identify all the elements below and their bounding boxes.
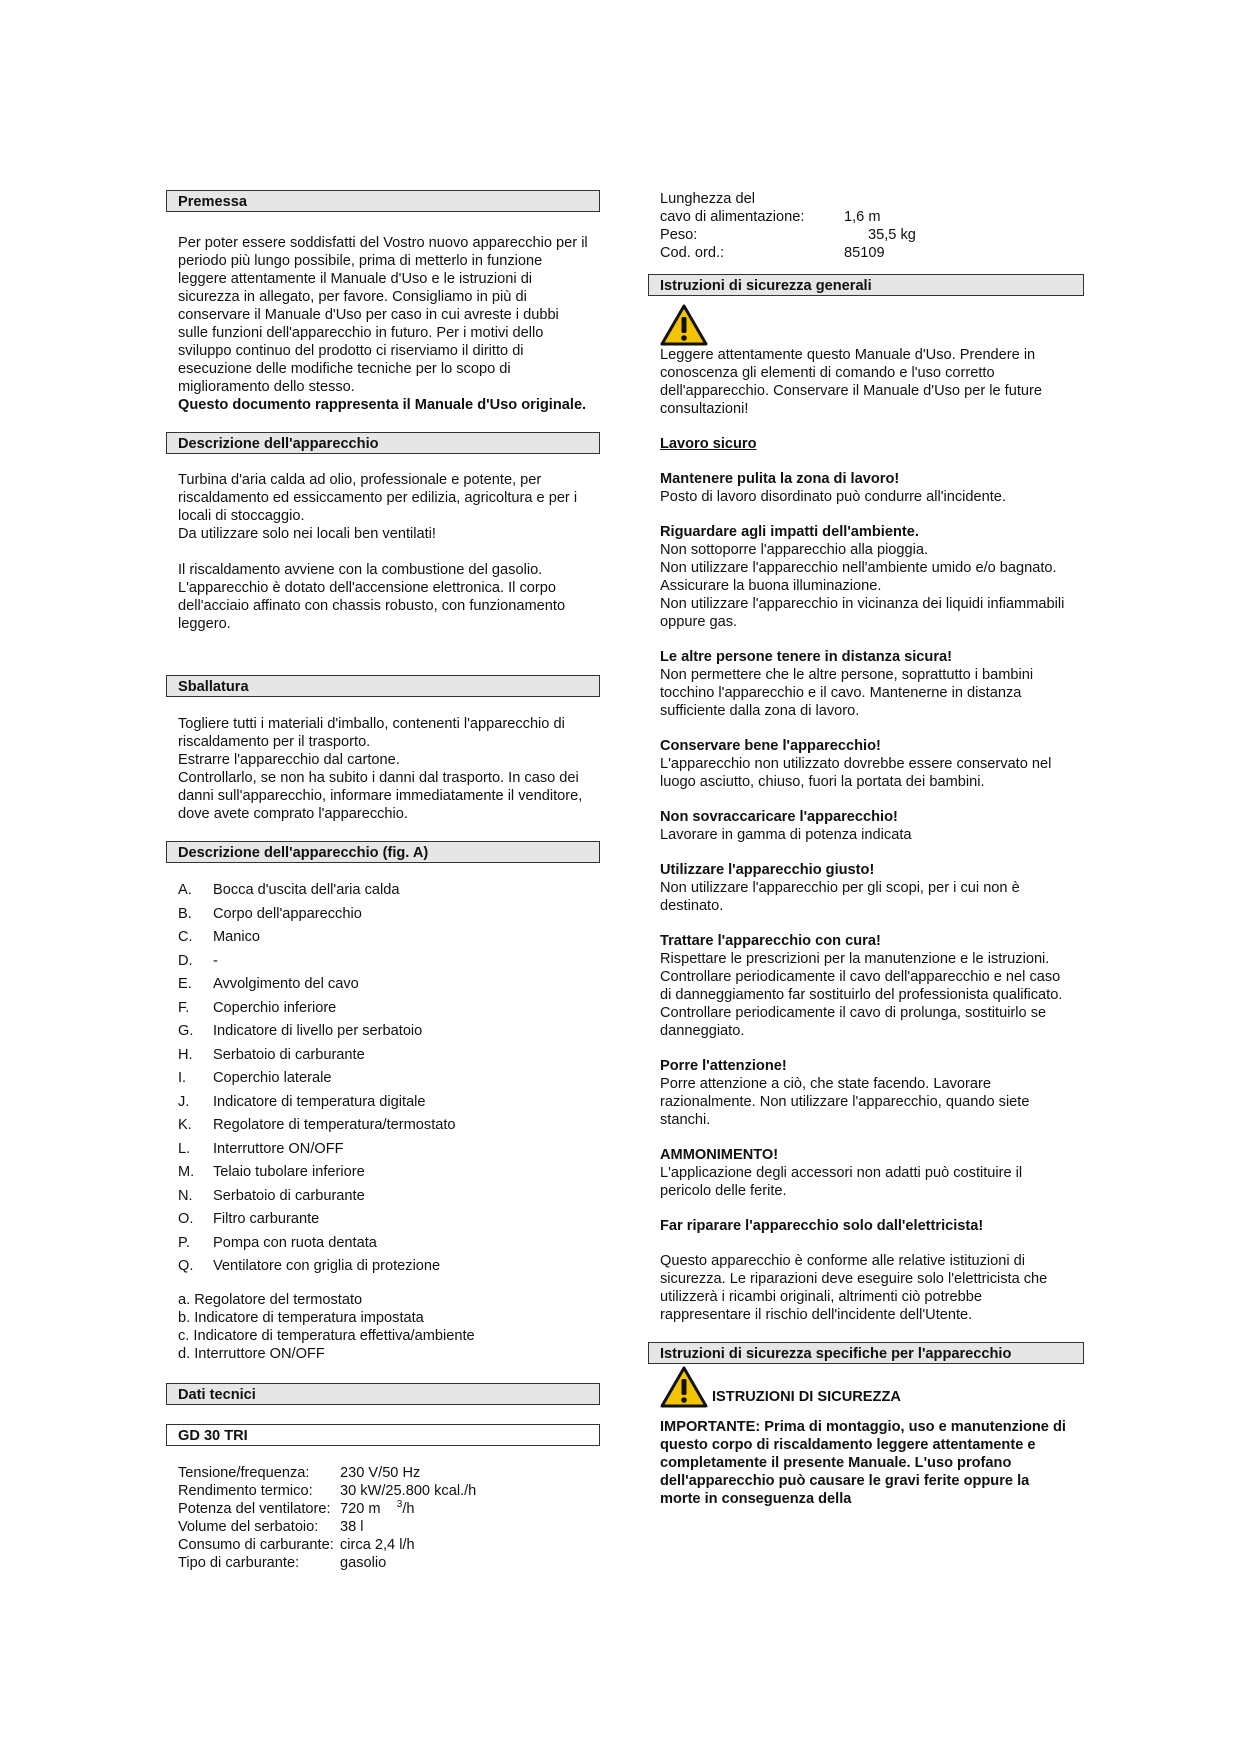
safety-block	[660, 470, 1072, 506]
safety-block	[660, 737, 1072, 791]
descrizione-body	[166, 471, 600, 633]
safety-block-text: L'apparecchio non utilizzato dovrebbe essere conservato nel luogo asciutto, chiuso, fuori la portata dei bambini.	[660, 756, 1052, 790]
safety-block-text: Non permettere che le altre persone, soprattutto i bambini tocchino l'apparecchio e il cavo. Mantenerne in distanza sufficiente dalla zona di lavoro.	[660, 667, 1034, 719]
right-column	[648, 190, 1084, 1508]
list-item: a. Regolatore del termostato	[178, 1291, 363, 1308]
table-row: Peso: 35,5 kg	[660, 227, 916, 243]
sballatura-p3: Controllarlo, se non ha subito i danni dal trasporto. In caso dei danni sull'apparecchio, informare immediatamente il venditore, dove avete comprato l'apparecchio.	[178, 770, 583, 822]
list-item: E. Avvolgimento del cavo	[178, 976, 359, 992]
table-row: Rendimento termico: 30 kW/25.800 kcal./h	[178, 1482, 477, 1499]
list-item: M. Telaio tubolare inferiore	[178, 1164, 365, 1180]
sicurezza-specifiche-body	[648, 1366, 1084, 1508]
safety-block-heading: Conservare bene l'apparecchio!	[660, 738, 881, 754]
table-row: Potenza del ventilatore: 720 m $^3$/h	[178, 1498, 415, 1517]
list-item: J. Indicatore di temperatura digitale	[178, 1093, 426, 1110]
list-item: b. Indicatore di temperatura impostata	[178, 1309, 424, 1326]
safety-block-heading: Le altre persone tenere in distanza sicura!	[660, 649, 952, 665]
safety-block	[660, 861, 1072, 915]
descrizione-p2: Da utilizzare solo nei locali ben ventilati!	[178, 526, 436, 542]
safety-block	[660, 808, 1072, 844]
table-row: Cod. ord.: 85109	[660, 245, 885, 261]
specs-table	[166, 1464, 600, 1572]
important-text: IMPORTANTE: Prima di montaggio, uso e manutenzione di questo corpo di riscaldamento leggere attentamente e completamente il presente Manuale. L'uso profano dell'apparecchio può causare le gravi ferite oppure la morte in conseguenza della	[660, 1419, 1066, 1507]
premessa-body	[166, 234, 600, 414]
table-row: Tipo di carburante: gasolio	[178, 1554, 387, 1571]
parts-list	[178, 879, 588, 1279]
list-item: D. -	[178, 952, 218, 969]
sballatura-p2: Estrarre l'apparecchio dal cartone.	[178, 752, 400, 768]
warning-icon	[660, 304, 708, 346]
section-header-fig-a: Descrizione dell'apparecchio (fig. A)	[166, 841, 600, 863]
sballatura-body	[166, 715, 600, 823]
safety-block-heading: Non sovraccaricare l'apparecchio!	[660, 809, 898, 825]
list-item: B. Corpo dell'apparecchio	[178, 905, 362, 922]
table-row: Volume del serbatoio: 38 l	[178, 1518, 364, 1535]
list-item: L. Interruttore ON/OFF	[178, 1140, 344, 1157]
safety-block	[660, 1252, 1072, 1324]
warning-row	[660, 1366, 1072, 1408]
model-header: GD 30 TRI	[166, 1424, 600, 1446]
list-item: I. Coperchio laterale	[178, 1070, 332, 1086]
safety-block	[660, 523, 1072, 631]
safety-block-text: Non sottoporre l'apparecchio alla pioggia. Non utilizzare l'apparecchio nell'ambiente umido e/o bagnato. Assicurare la buona illuminazione. Non utilizzare l'apparecchio in vicinanza dei liquidi infiammabili oppure gas.	[660, 542, 1065, 630]
list-item: G. Indicatore di livello per serbatoio	[178, 1023, 423, 1039]
section-header-sicurezza-specifiche: Istruzioni di sicurezza specifiche per l'apparecchio	[648, 1342, 1084, 1364]
generali-intro: Leggere attentamente questo Manuale d'Uso. Prendere in conoscenza gli elementi di comando e l'uso corretto dell'apparecchio. Conservare il Manuale d'Uso per le future consultazioni!	[660, 347, 1042, 417]
list-item: c. Indicatore di temperatura effettiva/ambiente	[178, 1327, 475, 1344]
safety-block-heading: Trattare l'apparecchio con cura!	[660, 933, 881, 949]
safety-block-heading: Utilizzare l'apparecchio giusto!	[660, 862, 875, 878]
table-row: Lunghezza del	[660, 191, 755, 207]
control-panel-list	[178, 1291, 588, 1363]
descrizione-p1: Turbina d'aria calda ad olio, professionale e potente, per riscaldamento ed essiccamento per edilizia, agricoltura e per i locali di stoccaggio.	[178, 472, 578, 524]
table-row: Consumo di carburante: circa 2,4 l/h	[178, 1536, 415, 1553]
sballatura-p1: Togliere tutti i materiali d'imballo, contenenti l'apparecchio di riscaldamento per il trasporto.	[178, 716, 565, 750]
section-header-sicurezza-generali: Istruzioni di sicurezza generali	[648, 274, 1084, 296]
safety-block	[660, 1146, 1072, 1200]
safety-block	[660, 932, 1072, 1040]
safety-block-heading: Mantenere pulita la zona di lavoro!	[660, 471, 900, 487]
left-column	[166, 190, 600, 1572]
section-header-premessa: Premessa	[166, 190, 600, 212]
list-item: K. Regolatore di temperatura/termostato	[178, 1117, 456, 1133]
list-item: P. Pompa con ruota dentata	[178, 1234, 377, 1251]
table-row: cavo di alimentazione: 1,6 m	[660, 209, 881, 225]
list-item: N. Serbatoio di carburante	[178, 1187, 365, 1204]
list-item: F. Coperchio inferiore	[178, 999, 337, 1016]
section-header-dati-tecnici: Dati tecnici	[166, 1383, 600, 1405]
table-row: Tensione/frequenza: 230 V/50 Hz	[178, 1464, 421, 1481]
safety-block-text: L'applicazione degli accessori non adatti può costituire il pericolo delle ferite.	[660, 1165, 1023, 1199]
safety-block-heading: Far riparare l'apparecchio solo dall'elettricista!	[660, 1218, 984, 1234]
list-item: C. Manico	[178, 929, 261, 945]
safety-block-text: Porre attenzione a ciò, che state facendo. Lavorare razionalmente. Non utilizzare l'apparecchio, quando siete stanchi.	[660, 1076, 1030, 1128]
warning-icon	[660, 1366, 708, 1408]
warning-label: ISTRUZIONI DI SICUREZZA	[712, 1389, 901, 1405]
safety-block-text: Non utilizzare l'apparecchio per gli scopi, per i cui non è destinato.	[660, 880, 1020, 914]
safety-blocks	[660, 470, 1072, 1324]
safety-block	[660, 1057, 1072, 1129]
list-item: d. Interruttore ON/OFF	[178, 1345, 325, 1362]
right-specs	[648, 190, 1084, 262]
safety-block-text: Rispettare le prescrizioni per la manutenzione e le istruzioni. Controllare periodicamente il cavo dell'apparecchio e nel caso di danneggiamento far sostituirlo del professionista qualificato. Controllare periodicamente il cavo di prolunga, sostituirlo se danneggiato.	[660, 951, 1063, 1039]
section-header-sballatura: Sballatura	[166, 675, 600, 697]
fig-a-body	[166, 879, 600, 1363]
safety-block-heading: Porre l'attenzione!	[660, 1058, 787, 1074]
sicurezza-generali-body	[648, 304, 1084, 1324]
premessa-bold-note: Questo documento rappresenta il Manuale d'Uso originale.	[178, 397, 587, 413]
safety-block-text: Posto di lavoro disordinato può condurre all'incidente.	[660, 489, 1006, 505]
descrizione-p3: Il riscaldamento avviene con la combustione del gasolio. L'apparecchio è dotato dell'accensione elettronica. Il corpo dell'acciaio affinato con chassis robusto, con funzionamento leggero.	[178, 562, 566, 632]
safety-block-text: Lavorare in gamma di potenza indicata	[660, 827, 912, 843]
safety-block	[660, 648, 1072, 720]
list-item: O. Filtro carburante	[178, 1211, 320, 1227]
premessa-text: Per poter essere soddisfatti del Vostro nuovo apparecchio per il periodo più lungo possibile, prima di metterlo in funzione leggere attentamente il Manuale d'Uso e le istruzioni di sicurezza in allegato, per favore. Consigliamo in più di conservare il Manuale d'Uso per caso in cui avreste i dubbi sulle funzioni dell'apparecchio in futuro. Per i motivi dello sviluppo continuo del prodotto ci riserviamo il diritto di esecuzione delle modifiche tecniche per lo scopo di miglioramento dello stesso.	[178, 235, 588, 395]
list-item: Q. Ventilatore con griglia di protezione	[178, 1258, 441, 1274]
safety-block	[660, 1217, 1072, 1235]
safety-block-heading: Riguardare agli impatti dell'ambiente.	[660, 524, 919, 540]
list-item: A. Bocca d'uscita dell'aria calda	[178, 882, 400, 898]
lavoro-sicuro-heading: Lavoro sicuro	[660, 436, 757, 452]
safety-block-heading: AMMONIMENTO!	[660, 1147, 779, 1163]
safety-block-text: Questo apparecchio è conforme alle relative istituzioni di sicurezza. Le riparazioni deve eseguire solo l'elettricista che utilizzerà i ricambi originali, altrimenti ciò potrebbe rappresentare il rischio dell'incidente dell'Utente.	[660, 1253, 1048, 1323]
section-header-descrizione: Descrizione dell'apparecchio	[166, 432, 600, 454]
list-item: H. Serbatoio di carburante	[178, 1046, 365, 1063]
